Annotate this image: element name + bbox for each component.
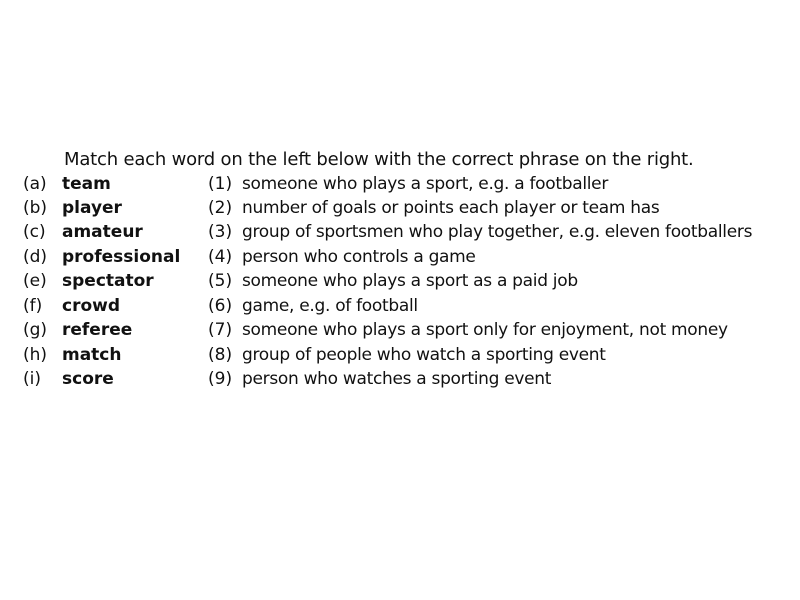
match-row bbox=[0, 198, 800, 222]
match-row bbox=[0, 247, 800, 271]
phrase-text: group of sportsmen who play together, e.g. eleven footballers bbox=[242, 222, 753, 242]
phrase-text: person who controls a game bbox=[242, 247, 476, 267]
match-row bbox=[0, 222, 800, 246]
phrase-number: (2) bbox=[208, 198, 233, 218]
phrase-text: number of goals or points each player or team has bbox=[242, 198, 660, 218]
word-term: referee bbox=[62, 320, 133, 340]
instruction-text: Match each word on the left below with the correct phrase on the right. bbox=[64, 149, 694, 170]
word-term: amateur bbox=[62, 222, 143, 242]
word-letter: (a) bbox=[23, 174, 47, 194]
phrase-text: person who watches a sporting event bbox=[242, 369, 552, 389]
word-letter: (h) bbox=[23, 345, 48, 365]
word-term: player bbox=[62, 198, 122, 218]
phrase-number: (3) bbox=[208, 222, 233, 242]
word-term: team bbox=[62, 174, 111, 194]
word-term: crowd bbox=[62, 296, 121, 316]
word-letter: (e) bbox=[23, 271, 47, 291]
phrase-number: (1) bbox=[208, 174, 233, 194]
phrase-text: someone who plays a sport, e.g. a footballer bbox=[242, 174, 609, 194]
word-letter: (i) bbox=[23, 369, 41, 389]
word-term: match bbox=[62, 345, 122, 365]
word-letter: (b) bbox=[23, 198, 48, 218]
word-term: score bbox=[62, 369, 114, 389]
phrase-number: (8) bbox=[208, 345, 233, 365]
match-row bbox=[0, 320, 800, 344]
word-letter: (g) bbox=[23, 320, 48, 340]
phrase-number: (5) bbox=[208, 271, 233, 291]
match-row bbox=[0, 369, 800, 393]
phrase-text: someone who plays a sport as a paid job bbox=[242, 271, 578, 291]
phrase-number: (9) bbox=[208, 369, 233, 389]
word-term: professional bbox=[62, 247, 181, 267]
phrase-text: someone who plays a sport only for enjoyment, not money bbox=[242, 320, 728, 340]
phrase-number: (7) bbox=[208, 320, 233, 340]
phrase-text: game, e.g. of football bbox=[242, 296, 418, 316]
match-row bbox=[0, 345, 800, 369]
phrase-text: group of people who watch a sporting event bbox=[242, 345, 606, 365]
phrase-number: (6) bbox=[208, 296, 233, 316]
phrase-number: (4) bbox=[208, 247, 233, 267]
word-term: spectator bbox=[62, 271, 154, 291]
match-row bbox=[0, 271, 800, 295]
match-row bbox=[0, 174, 800, 198]
word-letter: (f) bbox=[23, 296, 43, 316]
word-letter: (d) bbox=[23, 247, 48, 267]
word-letter: (c) bbox=[23, 222, 46, 242]
match-row bbox=[0, 296, 800, 320]
